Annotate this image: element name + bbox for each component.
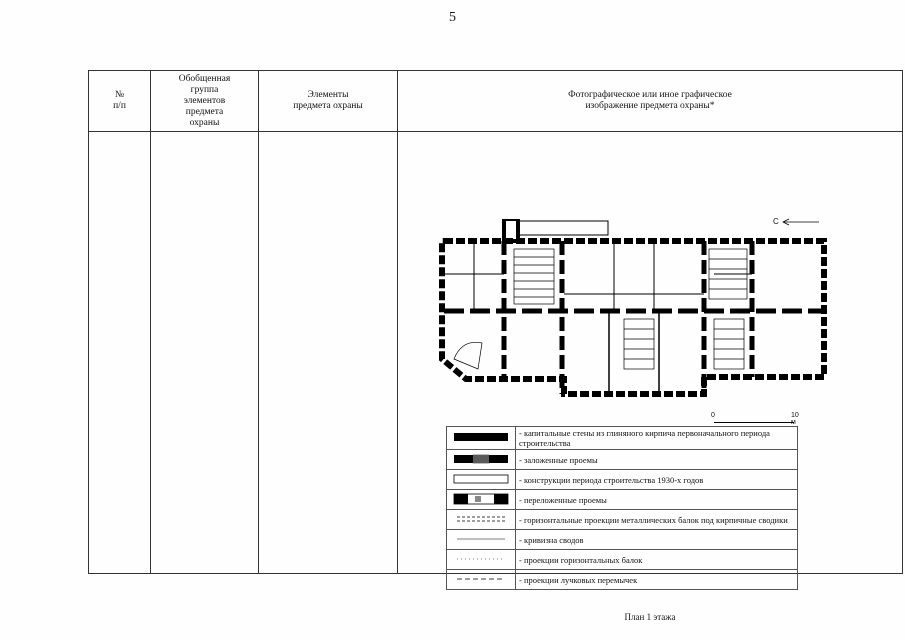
header-elements: Элементы предмета охраны: [259, 71, 398, 132]
floor-plan-drawing: [398, 132, 902, 622]
scale-end: 10 м: [791, 412, 799, 426]
solid-wall-symbol: [447, 427, 516, 450]
header-image: Фотографическое или иное графическое изображение предмета охраны*: [398, 71, 903, 132]
legend-text: - проекции лучковых перемычек: [516, 570, 798, 590]
drawing-caption: План 1 этажа: [624, 612, 676, 622]
blocked-opening-symbol: [447, 450, 516, 470]
cell-group: [151, 132, 259, 574]
legend-row: [447, 450, 798, 470]
legend-row: [447, 490, 798, 510]
legend-row: [447, 427, 798, 450]
header-number: № п/п: [89, 71, 151, 132]
table-row: [89, 132, 903, 574]
cell-drawing: [398, 132, 903, 622]
arched-lintel-projection-symbol: [447, 570, 516, 590]
legend-text: - кривизна сводов: [516, 530, 798, 550]
legend-row: [447, 470, 798, 490]
legend-row: [447, 530, 798, 550]
header-group: Обобщенная группа элементов предмета охраны: [151, 71, 259, 132]
legend-text: - горизонтальные проекции металлических балок под кирпичные сводики: [516, 510, 798, 530]
1930s-construction-symbol: [447, 470, 516, 490]
reworked-opening-symbol: [447, 490, 516, 510]
legend-row: [447, 570, 798, 590]
horizontal-beam-projection-symbol: [447, 550, 516, 570]
cell-number: [89, 132, 151, 574]
legend-text: - заложенные проемы: [516, 450, 798, 470]
cell-elements: [259, 132, 398, 574]
vault-curvature-symbol: [447, 530, 516, 550]
metal-beam-projection-symbol: [447, 510, 516, 530]
legend-table: [446, 426, 798, 590]
north-label: С: [773, 217, 779, 226]
legend-text: - конструкции периода строительства 1930-х годов: [516, 470, 798, 490]
legend-text: - капитальные стены из глиняного кирпича первоначального периода строительства: [516, 427, 798, 450]
table-header-row: [89, 71, 903, 132]
legend-row: [447, 550, 798, 570]
page-number: 5: [449, 10, 456, 25]
scale-start: 0: [711, 412, 715, 419]
legend-row: [447, 510, 798, 530]
floor-plan: [434, 219, 834, 404]
exterior-walls: [442, 241, 824, 394]
scale-line: [714, 422, 794, 423]
legend-text: - переложенные проемы: [516, 490, 798, 510]
legend-text: - проекции горизонтальных балок: [516, 550, 798, 570]
protection-table: [88, 70, 903, 622]
